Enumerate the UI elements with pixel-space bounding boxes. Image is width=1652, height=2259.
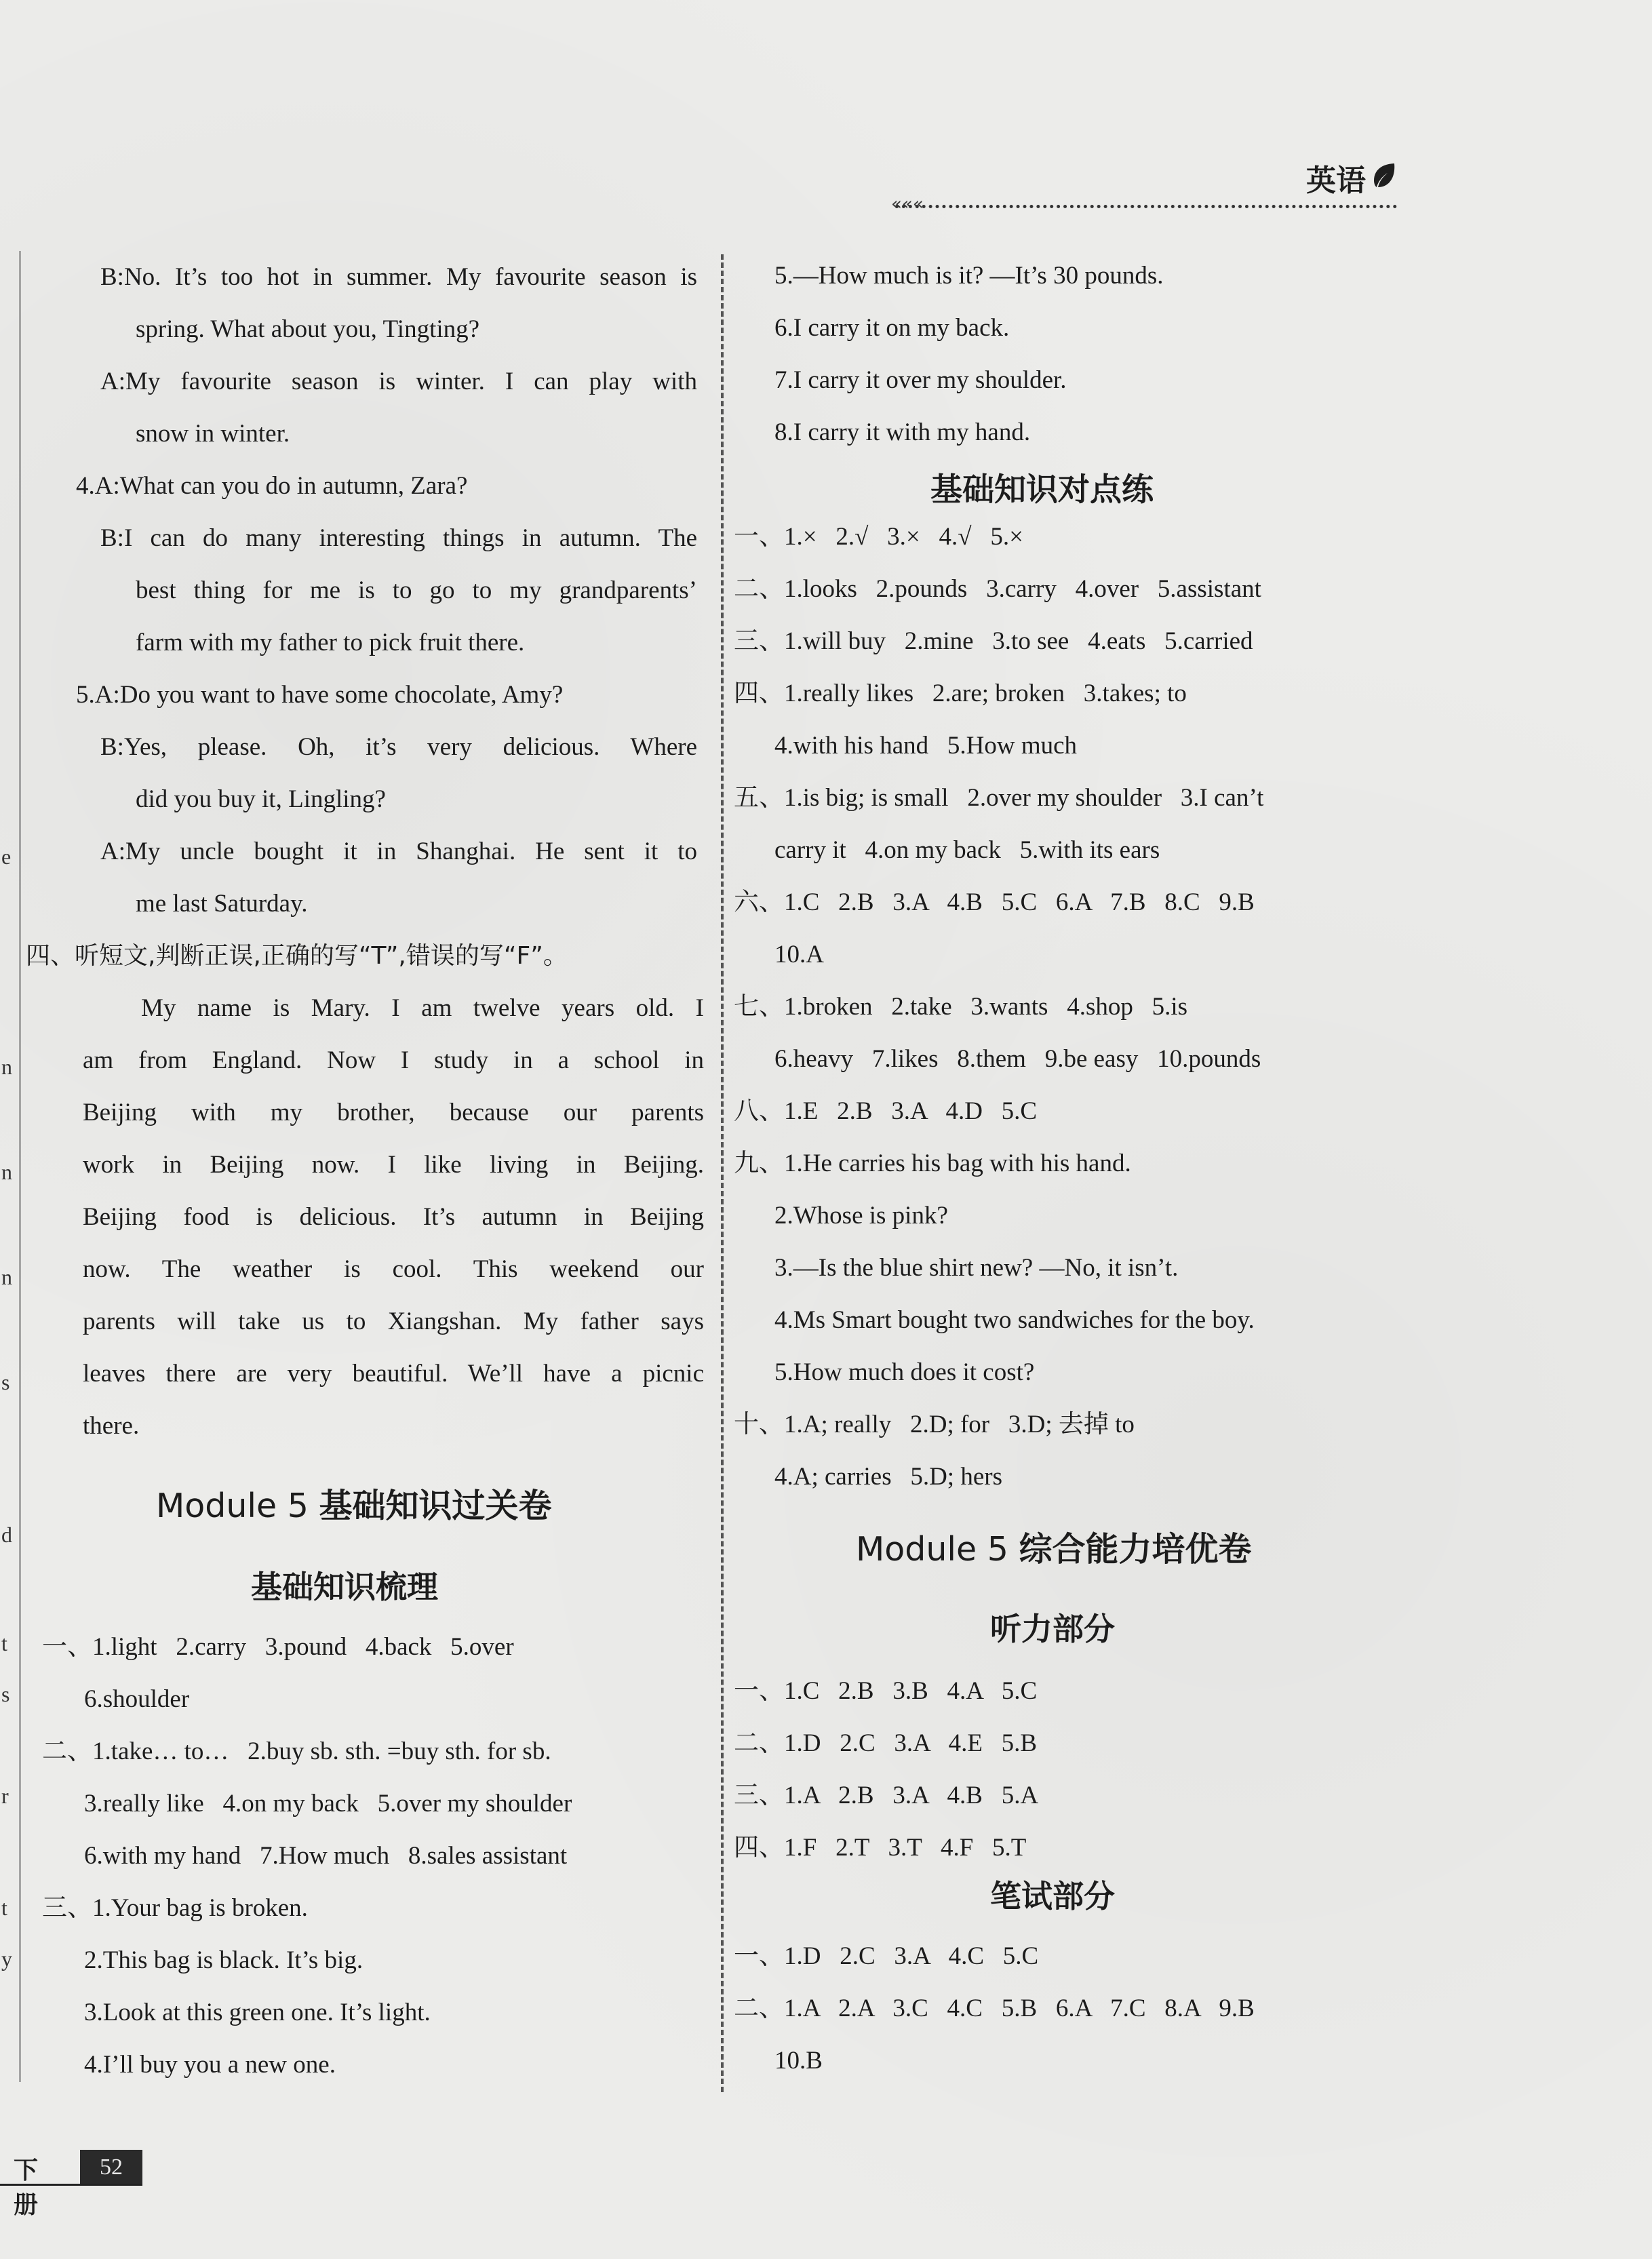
answer-line: 七、1.broken 2.take 3.wants 4.shop 5.is	[734, 993, 1188, 1021]
answer-line: 4.I’ll buy you a new one.	[84, 2051, 336, 2079]
answer-line: 四、1.F 2.T 3.T 4.F 5.T	[734, 1834, 1027, 1862]
edge-letter: t	[1, 1895, 7, 1920]
text-line: B:Yes, please. Oh, it’s very delicious. Where	[100, 733, 697, 761]
text-line: 5.A:Do you want to have some chocolate, Amy?	[76, 681, 564, 709]
subsection-title: 基础知识梳理	[251, 1569, 438, 1605]
answer-line: 二、1.D 2.C 3.A 4.E 5.B	[734, 1729, 1038, 1757]
answer-line: 九、1.He carries his bag with his hand.	[734, 1150, 1131, 1177]
edge-letter: t	[1, 1631, 7, 1655]
answer-line: carry it 4.on my back 5.with its ears	[774, 836, 1160, 864]
text-line: best thing for me is to go to my grandparents’	[136, 576, 697, 604]
answer-line: 6.shoulder	[84, 1685, 190, 1713]
answer-line: 三、1.Your bag is broken.	[42, 1894, 308, 1922]
text-line: farm with my father to pick fruit there.	[136, 629, 525, 656]
passage-line: parents will take us to Xiangshan. My father says	[83, 1308, 704, 1335]
answer-line: 二、1.take… to… 2.buy sb. sth. =buy sth. for sb.	[42, 1737, 551, 1765]
passage-line: work in Beijing now. I like living in Beijing.	[83, 1151, 704, 1179]
answer-line: 二、1.looks 2.pounds 3.carry 4.over 5.assistant	[734, 575, 1261, 603]
answer-line: 五、1.is big; is small 2.over my shoulder 3.I can’t	[734, 784, 1264, 812]
text-line: 6.I carry it on my back.	[774, 314, 1010, 342]
text-line: 5.—How much is it? —It’s 30 pounds.	[774, 262, 1164, 290]
module-title-cn: 综合能力培优卷	[1019, 1530, 1252, 1569]
answer-line: 三、1.will buy 2.mine 3.to see 4.eats 5.carried	[734, 627, 1253, 655]
passage-line: leaves there are very beautiful. We’ll have a picnic	[83, 1360, 704, 1388]
module-title-cn: 基础知识过关卷	[319, 1487, 552, 1525]
answer-line: 2.This bag is black. It’s big.	[84, 1946, 363, 1974]
text-line: did you buy it, Lingling?	[136, 785, 386, 813]
answer-line: 6.heavy 7.likes 8.them 9.be easy 10.pounds	[774, 1045, 1261, 1073]
page-header	[891, 149, 1397, 214]
edge-letter: s	[1, 1682, 10, 1706]
edge-letter: s	[1, 1370, 10, 1394]
module-title	[856, 1523, 1331, 1571]
answer-line: 10.B	[774, 2047, 823, 2075]
edge-letter: n	[1, 1265, 12, 1289]
text-line: 4.A:What can you do in autumn, Zara?	[76, 472, 468, 500]
answer-line: 5.How much does it cost?	[774, 1358, 1035, 1386]
text-line: me last Saturday.	[136, 890, 308, 918]
answer-line: 八、1.E 2.B 3.A 4.D 5.C	[734, 1097, 1038, 1125]
passage-line: Beijing with my brother, because our parents	[83, 1099, 704, 1126]
text-line: A:My uncle bought it in Shanghai. He sent it to	[100, 838, 697, 865]
answer-line: 4.with his hand 5.How much	[774, 732, 1078, 760]
page-number: 52	[80, 2150, 142, 2185]
answer-line: 四、1.really likes 2.are; broken 3.takes; to	[734, 680, 1187, 707]
answer-line: 六、1.C 2.B 3.A 4.B 5.C 6.A 7.B 8.C 9.B	[734, 888, 1255, 916]
listening-title: 听力部分	[990, 1611, 1115, 1647]
text-line: spring. What about you, Tingting?	[136, 315, 480, 343]
answer-line: 4.Ms Smart bought two sandwiches for the boy.	[774, 1306, 1255, 1334]
answer-line: 一、1.D 2.C 3.A 4.C 5.C	[734, 1942, 1039, 1970]
leaf-icon	[1371, 161, 1397, 189]
edge-letter: r	[1, 1784, 9, 1808]
chevrons-icon: «««	[891, 194, 924, 214]
module-title-en: Module 5	[156, 1487, 309, 1525]
edge-letter: e	[1, 844, 12, 869]
passage-line: Beijing food is delicious. It’s autumn in Beijing	[83, 1203, 704, 1231]
answer-line: 2.Whose is pink?	[774, 1202, 948, 1230]
practice-title: 基础知识对点练	[930, 471, 1154, 509]
answer-line: 一、1.× 2.√ 3.× 4.√ 5.×	[734, 523, 1023, 551]
left-margin-line	[19, 251, 21, 2082]
answer-line: 二、1.A 2.A 3.C 4.C 5.B 6.A 7.C 8.A 9.B	[734, 1995, 1255, 2022]
footer-rule	[0, 2184, 142, 2186]
answer-line: 10.A	[774, 941, 824, 968]
module-title-en: Module 5	[856, 1530, 1008, 1569]
text-line: 7.I carry it over my shoulder.	[774, 366, 1067, 394]
section-instruction: 四、听短文,判断正误,正确的写“T”,错误的写“F”。	[26, 942, 568, 970]
answer-line: 一、1.light 2.carry 3.pound 4.back 5.over	[42, 1633, 514, 1661]
passage-line: now. The weather is cool. This weekend our	[83, 1255, 704, 1283]
subject-title: 英语	[1306, 163, 1366, 198]
answer-line: 3.—Is the blue shirt new? —No, it isn’t.	[774, 1254, 1179, 1282]
edge-letter: n	[1, 1160, 12, 1184]
header-dotted-rule	[895, 205, 1397, 208]
answer-line: 3.really like 4.on my back 5.over my shoulder	[84, 1790, 572, 1818]
answer-line: 6.with my hand 7.How much 8.sales assistant	[84, 1842, 568, 1870]
passage-line: am from England. Now I study in a school in	[83, 1046, 704, 1074]
answer-line: 三、1.A 2.B 3.A 4.B 5.A	[734, 1782, 1039, 1809]
text-line: 8.I carry it with my hand.	[774, 418, 1031, 446]
edge-letter: n	[1, 1055, 12, 1079]
answer-line: 十、1.A; really 2.D; for 3.D; 去掉 to	[734, 1411, 1135, 1438]
module-title	[156, 1480, 590, 1527]
answer-line: 3.Look at this green one. It’s light.	[84, 1999, 431, 2026]
edge-letter: y	[1, 1946, 12, 1971]
text-line: A:My favourite season is winter. I can play with	[100, 368, 697, 395]
text-line: B:I can do many interesting things in autumn. The	[100, 524, 697, 552]
text-line: snow in winter.	[136, 420, 290, 448]
column-divider	[721, 254, 724, 2092]
text-line: B:No. It’s too hot in summer. My favourite season is	[100, 263, 697, 291]
answer-line: 一、1.C 2.B 3.B 4.A 5.C	[734, 1677, 1038, 1705]
answer-line: 4.A; carries 5.D; hers	[774, 1463, 1002, 1491]
edge-letter: d	[1, 1523, 12, 1547]
volume-label: 下册	[14, 2151, 38, 2220]
passage-line: My name is Mary. I am twelve years old. I	[141, 994, 704, 1022]
passage-line: there.	[83, 1412, 140, 1440]
written-title: 笔试部分	[990, 1878, 1115, 1914]
